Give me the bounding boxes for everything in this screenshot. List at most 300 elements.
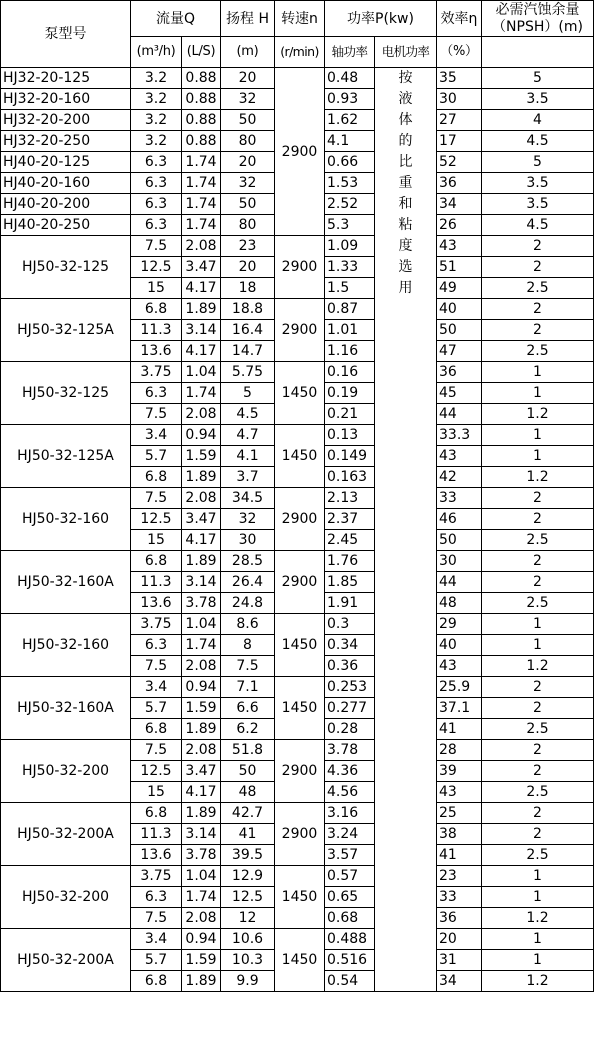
flow-ls-cell: 1.89 xyxy=(182,719,221,740)
speed-cell: 2900 xyxy=(275,803,325,866)
motor-power-cell xyxy=(375,551,437,572)
model-cell: HJ50-32-125A xyxy=(1,425,131,488)
shaft-power-cell: 0.54 xyxy=(325,971,375,992)
flow-m3h-cell: 5.7 xyxy=(131,950,182,971)
header-shaft-power: 轴功率 xyxy=(325,37,375,68)
npsh-cell: 1.2 xyxy=(482,971,594,992)
flow-m3h-cell: 7.5 xyxy=(131,656,182,677)
speed-cell: 1450 xyxy=(275,929,325,992)
table-row xyxy=(1,488,594,509)
head-cell: 26.4 xyxy=(221,572,275,593)
flow-ls-cell: 4.17 xyxy=(182,278,221,299)
head-cell: 14.7 xyxy=(221,341,275,362)
flow-m3h-cell: 3.2 xyxy=(131,68,182,89)
npsh-cell: 1.2 xyxy=(482,656,594,677)
shaft-power-cell: 0.13 xyxy=(325,425,375,446)
npsh-cell: 1 xyxy=(482,425,594,446)
flow-ls-cell: 3.14 xyxy=(182,572,221,593)
table-row xyxy=(1,299,594,320)
head-cell: 32 xyxy=(221,509,275,530)
motor-power-cell xyxy=(375,908,437,929)
table-row xyxy=(1,929,594,950)
efficiency-cell: 51 xyxy=(437,257,482,278)
header-flow: 流量Q xyxy=(131,1,221,37)
model-cell: HJ50-32-160A xyxy=(1,677,131,740)
motor-power-cell xyxy=(375,593,437,614)
motor-power-cell xyxy=(375,971,437,992)
npsh-cell: 2 xyxy=(482,572,594,593)
shaft-power-cell: 0.65 xyxy=(325,887,375,908)
header-flow-m3h: (m³/h) xyxy=(131,37,182,68)
flow-m3h-cell: 6.8 xyxy=(131,299,182,320)
model-cell: HJ32-20-160 xyxy=(1,89,131,110)
flow-ls-cell: 0.94 xyxy=(182,425,221,446)
efficiency-cell: 41 xyxy=(437,719,482,740)
head-cell: 30 xyxy=(221,530,275,551)
motor-power-cell xyxy=(375,320,437,341)
npsh-cell: 1 xyxy=(482,635,594,656)
motor-power-cell xyxy=(375,866,437,887)
motor-power-cell: 体 xyxy=(375,110,437,131)
shaft-power-cell: 3.57 xyxy=(325,845,375,866)
npsh-cell: 2 xyxy=(482,320,594,341)
flow-m3h-cell: 3.75 xyxy=(131,362,182,383)
efficiency-cell: 44 xyxy=(437,572,482,593)
efficiency-cell: 47 xyxy=(437,341,482,362)
efficiency-cell: 43 xyxy=(437,236,482,257)
flow-m3h-cell: 11.3 xyxy=(131,320,182,341)
npsh-cell: 1.2 xyxy=(482,467,594,488)
shaft-power-cell: 0.34 xyxy=(325,635,375,656)
shaft-power-cell: 1.62 xyxy=(325,110,375,131)
head-cell: 18.8 xyxy=(221,299,275,320)
shaft-power-cell: 0.253 xyxy=(325,677,375,698)
flow-m3h-cell: 3.2 xyxy=(131,110,182,131)
npsh-cell: 2.5 xyxy=(482,593,594,614)
flow-ls-cell: 3.14 xyxy=(182,824,221,845)
npsh-cell: 1 xyxy=(482,950,594,971)
shaft-power-cell: 2.37 xyxy=(325,509,375,530)
motor-power-cell xyxy=(375,635,437,656)
table-row xyxy=(1,740,594,761)
head-cell: 9.9 xyxy=(221,971,275,992)
flow-ls-cell: 3.47 xyxy=(182,509,221,530)
table-row xyxy=(1,614,594,635)
flow-ls-cell: 1.74 xyxy=(182,635,221,656)
flow-m3h-cell: 3.2 xyxy=(131,89,182,110)
efficiency-cell: 40 xyxy=(437,635,482,656)
flow-m3h-cell: 7.5 xyxy=(131,740,182,761)
header-eff-unit: （%） xyxy=(437,37,482,68)
shaft-power-cell: 0.93 xyxy=(325,89,375,110)
npsh-cell: 5 xyxy=(482,152,594,173)
head-cell: 12.9 xyxy=(221,866,275,887)
flow-m3h-cell: 5.7 xyxy=(131,698,182,719)
npsh-cell: 2 xyxy=(482,824,594,845)
flow-m3h-cell: 12.5 xyxy=(131,509,182,530)
head-cell: 5 xyxy=(221,383,275,404)
table-row xyxy=(1,425,594,446)
motor-power-cell: 粘 xyxy=(375,215,437,236)
speed-cell: 2900 xyxy=(275,551,325,614)
shaft-power-cell: 0.3 xyxy=(325,614,375,635)
header-efficiency: 效率η xyxy=(437,1,482,37)
efficiency-cell: 39 xyxy=(437,761,482,782)
head-cell: 18 xyxy=(221,278,275,299)
flow-ls-cell: 1.04 xyxy=(182,614,221,635)
npsh-cell: 2 xyxy=(482,551,594,572)
model-cell: HJ32-20-200 xyxy=(1,110,131,131)
head-cell: 42.7 xyxy=(221,803,275,824)
shaft-power-cell: 3.78 xyxy=(325,740,375,761)
header-motor-power: 电机功率 xyxy=(375,37,437,68)
header-head-unit: (m) xyxy=(221,37,275,68)
efficiency-cell: 30 xyxy=(437,89,482,110)
npsh-cell: 4 xyxy=(482,110,594,131)
npsh-cell: 2 xyxy=(482,803,594,824)
head-cell: 80 xyxy=(221,215,275,236)
npsh-cell: 2 xyxy=(482,488,594,509)
flow-m3h-cell: 6.8 xyxy=(131,971,182,992)
shaft-power-cell: 0.277 xyxy=(325,698,375,719)
model-cell: HJ32-20-125 xyxy=(1,68,131,89)
flow-m3h-cell: 6.3 xyxy=(131,383,182,404)
flow-m3h-cell: 13.6 xyxy=(131,845,182,866)
flow-ls-cell: 1.89 xyxy=(182,551,221,572)
header-npsh xyxy=(482,1,594,37)
model-cell: HJ50-32-125 xyxy=(1,236,131,299)
head-cell: 48 xyxy=(221,782,275,803)
flow-ls-cell: 1.89 xyxy=(182,803,221,824)
head-cell: 32 xyxy=(221,173,275,194)
speed-cell: 2900 xyxy=(275,488,325,551)
speed-cell: 1450 xyxy=(275,362,325,425)
model-cell: HJ40-20-200 xyxy=(1,194,131,215)
flow-ls-cell: 1.74 xyxy=(182,194,221,215)
flow-ls-cell: 3.78 xyxy=(182,593,221,614)
flow-ls-cell: 1.74 xyxy=(182,173,221,194)
flow-ls-cell: 1.89 xyxy=(182,971,221,992)
flow-m3h-cell: 5.7 xyxy=(131,446,182,467)
motor-power-cell xyxy=(375,614,437,635)
motor-power-cell: 度 xyxy=(375,236,437,257)
efficiency-cell: 29 xyxy=(437,614,482,635)
efficiency-cell: 36 xyxy=(437,362,482,383)
npsh-cell: 2.5 xyxy=(482,341,594,362)
model-cell: HJ50-32-200A xyxy=(1,803,131,866)
motor-power-cell xyxy=(375,950,437,971)
speed-cell: 1450 xyxy=(275,425,325,488)
head-cell: 5.75 xyxy=(221,362,275,383)
shaft-power-cell: 1.5 xyxy=(325,278,375,299)
efficiency-cell: 34 xyxy=(437,971,482,992)
flow-ls-cell: 0.94 xyxy=(182,677,221,698)
header-npsh-blank xyxy=(482,37,594,68)
efficiency-cell: 30 xyxy=(437,551,482,572)
shaft-power-cell: 1.85 xyxy=(325,572,375,593)
efficiency-cell: 37.1 xyxy=(437,698,482,719)
npsh-cell: 1.2 xyxy=(482,404,594,425)
npsh-cell: 1 xyxy=(482,887,594,908)
head-cell: 12 xyxy=(221,908,275,929)
motor-power-cell: 和 xyxy=(375,194,437,215)
speed-cell: 2900 xyxy=(275,68,325,236)
shaft-power-cell: 2.52 xyxy=(325,194,375,215)
flow-ls-cell: 2.08 xyxy=(182,740,221,761)
table-row xyxy=(1,362,594,383)
flow-ls-cell: 1.59 xyxy=(182,950,221,971)
model-cell: HJ50-32-160A xyxy=(1,551,131,614)
npsh-cell: 1.2 xyxy=(482,908,594,929)
shaft-power-cell: 0.16 xyxy=(325,362,375,383)
model-cell: HJ50-32-200 xyxy=(1,866,131,929)
speed-cell: 1450 xyxy=(275,677,325,740)
flow-m3h-cell: 15 xyxy=(131,530,182,551)
motor-power-cell xyxy=(375,677,437,698)
flow-m3h-cell: 6.3 xyxy=(131,635,182,656)
flow-m3h-cell: 15 xyxy=(131,782,182,803)
model-cell: HJ40-20-250 xyxy=(1,215,131,236)
npsh-cell: 1 xyxy=(482,614,594,635)
motor-power-cell xyxy=(375,530,437,551)
shaft-power-cell: 5.3 xyxy=(325,215,375,236)
efficiency-cell: 48 xyxy=(437,593,482,614)
flow-m3h-cell: 12.5 xyxy=(131,761,182,782)
efficiency-cell: 33 xyxy=(437,488,482,509)
flow-ls-cell: 1.59 xyxy=(182,698,221,719)
header-npsh-unit: （NPSH）(m) xyxy=(492,18,583,35)
flow-ls-cell: 1.04 xyxy=(182,362,221,383)
flow-m3h-cell: 11.3 xyxy=(131,572,182,593)
flow-m3h-cell: 6.3 xyxy=(131,215,182,236)
flow-m3h-cell: 7.5 xyxy=(131,236,182,257)
motor-power-cell xyxy=(375,572,437,593)
efficiency-cell: 23 xyxy=(437,866,482,887)
shaft-power-cell: 0.87 xyxy=(325,299,375,320)
head-cell: 6.2 xyxy=(221,719,275,740)
motor-power-cell xyxy=(375,803,437,824)
motor-power-cell xyxy=(375,404,437,425)
flow-ls-cell: 3.47 xyxy=(182,257,221,278)
flow-m3h-cell: 7.5 xyxy=(131,908,182,929)
flow-m3h-cell: 3.75 xyxy=(131,614,182,635)
flow-m3h-cell: 6.8 xyxy=(131,803,182,824)
head-cell: 32 xyxy=(221,89,275,110)
shaft-power-cell: 1.76 xyxy=(325,551,375,572)
flow-m3h-cell: 6.8 xyxy=(131,467,182,488)
model-cell: HJ50-32-200 xyxy=(1,740,131,803)
shaft-power-cell: 1.33 xyxy=(325,257,375,278)
flow-ls-cell: 0.88 xyxy=(182,131,221,152)
efficiency-cell: 43 xyxy=(437,656,482,677)
header-power: 功率P(kw) xyxy=(325,1,437,37)
motor-power-cell: 比 xyxy=(375,152,437,173)
flow-ls-cell: 0.88 xyxy=(182,68,221,89)
shaft-power-cell: 0.163 xyxy=(325,467,375,488)
flow-ls-cell: 2.08 xyxy=(182,404,221,425)
head-cell: 50 xyxy=(221,110,275,131)
motor-power-cell: 按 xyxy=(375,68,437,89)
npsh-cell: 3.5 xyxy=(482,194,594,215)
shaft-power-cell: 0.36 xyxy=(325,656,375,677)
model-cell: HJ50-32-125 xyxy=(1,362,131,425)
efficiency-cell: 33.3 xyxy=(437,425,482,446)
motor-power-cell: 的 xyxy=(375,131,437,152)
motor-power-cell xyxy=(375,488,437,509)
flow-m3h-cell: 6.3 xyxy=(131,173,182,194)
efficiency-cell: 38 xyxy=(437,824,482,845)
npsh-cell: 4.5 xyxy=(482,131,594,152)
efficiency-cell: 43 xyxy=(437,782,482,803)
motor-power-cell: 用 xyxy=(375,278,437,299)
motor-power-cell xyxy=(375,698,437,719)
motor-power-cell xyxy=(375,362,437,383)
npsh-cell: 2 xyxy=(482,299,594,320)
efficiency-cell: 46 xyxy=(437,509,482,530)
flow-m3h-cell: 12.5 xyxy=(131,257,182,278)
flow-ls-cell: 1.04 xyxy=(182,866,221,887)
efficiency-cell: 28 xyxy=(437,740,482,761)
efficiency-cell: 52 xyxy=(437,152,482,173)
shaft-power-cell: 0.19 xyxy=(325,383,375,404)
npsh-cell: 2.5 xyxy=(482,530,594,551)
head-cell: 12.5 xyxy=(221,887,275,908)
head-cell: 4.1 xyxy=(221,446,275,467)
flow-ls-cell: 3.14 xyxy=(182,320,221,341)
head-cell: 16.4 xyxy=(221,320,275,341)
model-cell: HJ50-32-125A xyxy=(1,299,131,362)
motor-power-cell xyxy=(375,509,437,530)
shaft-power-cell: 0.57 xyxy=(325,866,375,887)
flow-m3h-cell: 7.5 xyxy=(131,488,182,509)
head-cell: 8 xyxy=(221,635,275,656)
flow-ls-cell: 2.08 xyxy=(182,488,221,509)
speed-cell: 2900 xyxy=(275,236,325,299)
head-cell: 24.8 xyxy=(221,593,275,614)
flow-ls-cell: 1.74 xyxy=(182,152,221,173)
efficiency-cell: 26 xyxy=(437,215,482,236)
flow-ls-cell: 2.08 xyxy=(182,656,221,677)
head-cell: 4.7 xyxy=(221,425,275,446)
efficiency-cell: 20 xyxy=(437,929,482,950)
flow-m3h-cell: 13.6 xyxy=(131,341,182,362)
shaft-power-cell: 0.68 xyxy=(325,908,375,929)
npsh-cell: 1 xyxy=(482,446,594,467)
shaft-power-cell: 0.28 xyxy=(325,719,375,740)
motor-power-cell xyxy=(375,383,437,404)
flow-ls-cell: 2.08 xyxy=(182,236,221,257)
flow-m3h-cell: 6.8 xyxy=(131,719,182,740)
head-cell: 50 xyxy=(221,194,275,215)
npsh-cell: 2 xyxy=(482,677,594,698)
npsh-cell: 2 xyxy=(482,698,594,719)
efficiency-cell: 43 xyxy=(437,446,482,467)
flow-ls-cell: 0.88 xyxy=(182,89,221,110)
table-row xyxy=(1,236,594,257)
flow-m3h-cell: 6.3 xyxy=(131,152,182,173)
npsh-cell: 2.5 xyxy=(482,719,594,740)
head-cell: 3.7 xyxy=(221,467,275,488)
npsh-cell: 2.5 xyxy=(482,845,594,866)
shaft-power-cell: 2.45 xyxy=(325,530,375,551)
npsh-cell: 2 xyxy=(482,257,594,278)
flow-m3h-cell: 3.75 xyxy=(131,866,182,887)
shaft-power-cell: 1.09 xyxy=(325,236,375,257)
efficiency-cell: 27 xyxy=(437,110,482,131)
model-cell: HJ32-20-250 xyxy=(1,131,131,152)
efficiency-cell: 50 xyxy=(437,320,482,341)
efficiency-cell: 33 xyxy=(437,887,482,908)
shaft-power-cell: 0.149 xyxy=(325,446,375,467)
shaft-power-cell: 1.53 xyxy=(325,173,375,194)
npsh-cell: 1 xyxy=(482,866,594,887)
head-cell: 41 xyxy=(221,824,275,845)
speed-cell: 2900 xyxy=(275,299,325,362)
header-model: 泵型号 xyxy=(1,1,131,68)
motor-power-cell xyxy=(375,929,437,950)
header-npsh-title: 必需汽蚀余量 xyxy=(495,1,580,18)
table-body xyxy=(1,68,594,992)
shaft-power-cell: 4.36 xyxy=(325,761,375,782)
model-cell: HJ50-32-160 xyxy=(1,614,131,677)
speed-cell: 1450 xyxy=(275,614,325,677)
table-row xyxy=(1,866,594,887)
npsh-cell: 1 xyxy=(482,383,594,404)
table-row xyxy=(1,677,594,698)
head-cell: 20 xyxy=(221,257,275,278)
head-cell: 10.3 xyxy=(221,950,275,971)
table-row xyxy=(1,551,594,572)
flow-ls-cell: 4.17 xyxy=(182,782,221,803)
motor-power-cell xyxy=(375,845,437,866)
shaft-power-cell: 2.13 xyxy=(325,488,375,509)
flow-ls-cell: 1.74 xyxy=(182,215,221,236)
motor-power-cell xyxy=(375,341,437,362)
header-speed-unit: (r/min) xyxy=(275,37,325,68)
efficiency-cell: 36 xyxy=(437,908,482,929)
efficiency-cell: 44 xyxy=(437,404,482,425)
head-cell: 39.5 xyxy=(221,845,275,866)
motor-power-cell xyxy=(375,782,437,803)
efficiency-cell: 40 xyxy=(437,299,482,320)
efficiency-cell: 49 xyxy=(437,278,482,299)
flow-m3h-cell: 3.4 xyxy=(131,929,182,950)
speed-cell: 1450 xyxy=(275,866,325,929)
model-cell: HJ50-32-160 xyxy=(1,488,131,551)
efficiency-cell: 25.9 xyxy=(437,677,482,698)
model-cell: HJ40-20-160 xyxy=(1,173,131,194)
shaft-power-cell: 0.488 xyxy=(325,929,375,950)
npsh-cell: 3.5 xyxy=(482,89,594,110)
header-flow-ls: (L/S) xyxy=(182,37,221,68)
shaft-power-cell: 4.1 xyxy=(325,131,375,152)
flow-m3h-cell: 7.5 xyxy=(131,404,182,425)
npsh-cell: 1 xyxy=(482,929,594,950)
flow-ls-cell: 1.74 xyxy=(182,383,221,404)
motor-power-cell: 重 xyxy=(375,173,437,194)
flow-m3h-cell: 11.3 xyxy=(131,824,182,845)
model-cell: HJ40-20-125 xyxy=(1,152,131,173)
flow-m3h-cell: 6.3 xyxy=(131,887,182,908)
npsh-cell: 3.5 xyxy=(482,173,594,194)
shaft-power-cell: 4.56 xyxy=(325,782,375,803)
head-cell: 20 xyxy=(221,152,275,173)
efficiency-cell: 45 xyxy=(437,383,482,404)
npsh-cell: 5 xyxy=(482,68,594,89)
head-cell: 51.8 xyxy=(221,740,275,761)
flow-ls-cell: 1.89 xyxy=(182,467,221,488)
npsh-cell: 2 xyxy=(482,740,594,761)
